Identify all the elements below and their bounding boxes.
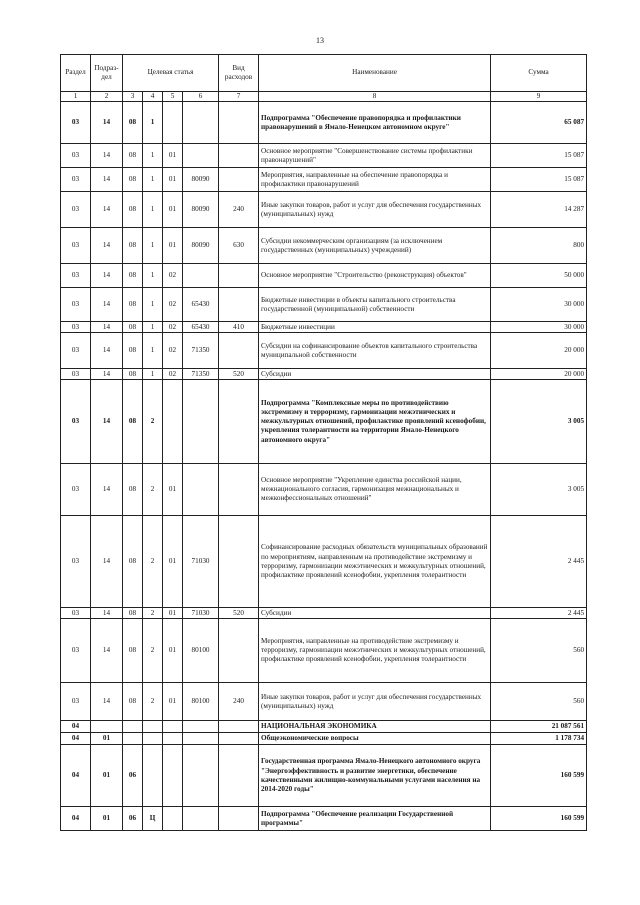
cell-event <box>163 380 183 464</box>
cell-sum: 15 087 <box>491 144 587 168</box>
cell-sum: 65 087 <box>491 102 587 144</box>
cell-razdel: 03 <box>61 369 91 380</box>
cell-sum: 21 087 561 <box>491 721 587 733</box>
cell-program: 08 <box>123 516 143 608</box>
cell-vid <box>219 380 259 464</box>
cell-direction: 80090 <box>183 228 219 264</box>
cell-vid: 240 <box>219 192 259 228</box>
cell-event <box>163 733 183 745</box>
table-body <box>61 102 587 831</box>
cell-vid <box>219 288 259 322</box>
cell-sum: 2 445 <box>491 608 587 619</box>
cell-program: 08 <box>123 619 143 683</box>
cell-name: Мероприятия, направленные на обеспечение правопорядка и профилактики правонарушений <box>259 168 491 192</box>
cell-name: Государственная программа Ямало-Ненецкого автономного округа "Энергоэффективность и развитие энергетики, обеспечение качественными жилищно-коммунальными услугами населения на 2014-2020 годы" <box>259 745 491 807</box>
cell-razdel: 03 <box>61 683 91 721</box>
cell-event: 01 <box>163 683 183 721</box>
cell-name: Мероприятия, направленные на противодействие экстремизму и терроризму, гармонизации межэтнических и межкультурных отношений, профилактике проявлений ксенофобии, укрепления толерантности <box>259 619 491 683</box>
cell-podrazdel: 14 <box>91 369 123 380</box>
col-index: 4 <box>143 92 163 102</box>
cell-event: 01 <box>163 516 183 608</box>
cell-direction: 71030 <box>183 516 219 608</box>
cell-podrazdel: 14 <box>91 264 123 288</box>
cell-program: 08 <box>123 608 143 619</box>
cell-subprogram: 2 <box>143 619 163 683</box>
cell-event <box>163 807 183 831</box>
cell-program: 08 <box>123 333 143 369</box>
cell-razdel: 03 <box>61 516 91 608</box>
cell-sum: 800 <box>491 228 587 264</box>
cell-sum: 560 <box>491 683 587 721</box>
cell-podrazdel <box>91 721 123 733</box>
cell-event <box>163 745 183 807</box>
cell-subprogram: 1 <box>143 192 163 228</box>
cell-event <box>163 721 183 733</box>
cell-subprogram: 1 <box>143 144 163 168</box>
cell-razdel: 03 <box>61 608 91 619</box>
cell-razdel: 03 <box>61 619 91 683</box>
cell-podrazdel: 14 <box>91 228 123 264</box>
table-row <box>61 619 587 683</box>
cell-name: НАЦИОНАЛЬНАЯ ЭКОНОМИКА <box>259 721 491 733</box>
cell-subprogram: 1 <box>143 228 163 264</box>
cell-name: Основное мероприятие "Совершенствование системы профилактики правонарушений" <box>259 144 491 168</box>
cell-vid <box>219 516 259 608</box>
cell-program: 08 <box>123 683 143 721</box>
cell-name: Подпрограмма "Комплексные меры по противодействию экстремизму и терроризму, гармонизации межэтнических и межкультурных отношений, профилактике проявлений ксенофобии, укрепления толерантности на территории Ямало-Ненецкого автономного округа" <box>259 380 491 464</box>
table-row <box>61 322 587 333</box>
cell-program: 08 <box>123 380 143 464</box>
budget-table <box>60 54 587 831</box>
cell-name: Основное мероприятие "Строительство (реконструкция) объектов" <box>259 264 491 288</box>
cell-name: Иные закупки товаров, работ и услуг для обеспечения государственных (муниципальных) нужд <box>259 192 491 228</box>
cell-event: 02 <box>163 322 183 333</box>
cell-direction <box>183 721 219 733</box>
cell-vid: 520 <box>219 608 259 619</box>
cell-vid: 410 <box>219 322 259 333</box>
cell-razdel: 04 <box>61 745 91 807</box>
cell-vid <box>219 144 259 168</box>
cell-name: Субсидии на софинансирование объектов капитального строительства муниципальной собственности <box>259 333 491 369</box>
table-row <box>61 144 587 168</box>
cell-sum: 160 599 <box>491 745 587 807</box>
col-index: 6 <box>183 92 219 102</box>
cell-event: 02 <box>163 264 183 288</box>
col-index: 8 <box>259 92 491 102</box>
cell-podrazdel: 14 <box>91 608 123 619</box>
table-row <box>61 733 587 745</box>
cell-podrazdel: 14 <box>91 619 123 683</box>
cell-subprogram: 1 <box>143 264 163 288</box>
cell-vid <box>219 721 259 733</box>
cell-name: Бюджетные инвестиции в объекты капитального строительства государственной (муниципальной) собственности <box>259 288 491 322</box>
cell-podrazdel: 14 <box>91 168 123 192</box>
cell-program: 08 <box>123 322 143 333</box>
cell-program: 08 <box>123 228 143 264</box>
cell-name: Подпрограмма "Обеспечение реализации Государственной программы" <box>259 807 491 831</box>
table-row <box>61 464 587 516</box>
cell-direction: 80090 <box>183 168 219 192</box>
cell-razdel: 04 <box>61 733 91 745</box>
cell-razdel: 03 <box>61 464 91 516</box>
cell-name: Субсидии <box>259 369 491 380</box>
cell-program: 08 <box>123 192 143 228</box>
table-row <box>61 608 587 619</box>
cell-sum: 2 445 <box>491 516 587 608</box>
cell-subprogram: 1 <box>143 333 163 369</box>
cell-podrazdel: 01 <box>91 733 123 745</box>
cell-event: 01 <box>163 228 183 264</box>
cell-subprogram: 2 <box>143 464 163 516</box>
cell-direction: 71030 <box>183 608 219 619</box>
cell-razdel: 03 <box>61 380 91 464</box>
table-row <box>61 369 587 380</box>
cell-direction: 71350 <box>183 369 219 380</box>
table-row <box>61 333 587 369</box>
cell-event: 02 <box>163 333 183 369</box>
cell-direction <box>183 733 219 745</box>
col-index: 1 <box>61 92 91 102</box>
table-row <box>61 683 587 721</box>
cell-subprogram: 1 <box>143 322 163 333</box>
cell-event: 01 <box>163 608 183 619</box>
cell-subprogram: 2 <box>143 516 163 608</box>
cell-subprogram: 1 <box>143 288 163 322</box>
cell-podrazdel: 01 <box>91 807 123 831</box>
cell-name: Основное мероприятие "Укрепление единства российской нации, межнационального согласия, гармонизация межнациональных и межконфессиональных отношений" <box>259 464 491 516</box>
table-row <box>61 516 587 608</box>
cell-sum: 560 <box>491 619 587 683</box>
cell-sum: 1 178 734 <box>491 733 587 745</box>
cell-sum: 50 000 <box>491 264 587 288</box>
cell-vid <box>219 102 259 144</box>
cell-program <box>123 733 143 745</box>
table-row <box>61 807 587 831</box>
cell-subprogram <box>143 733 163 745</box>
cell-subprogram: 1 <box>143 102 163 144</box>
header-naimenovanie: Наименование <box>259 55 491 92</box>
cell-sum: 20 000 <box>491 333 587 369</box>
table-row <box>61 745 587 807</box>
cell-direction <box>183 745 219 807</box>
cell-program: 08 <box>123 264 143 288</box>
header-podrazdel: Подраз-дел <box>91 55 123 92</box>
header-razdel: Раздел <box>61 55 91 92</box>
header-vid-rashodov: Вид расходов <box>219 55 259 92</box>
cell-program: 08 <box>123 288 143 322</box>
cell-name: Иные закупки товаров, работ и услуг для обеспечения государственных (муниципальных) нужд <box>259 683 491 721</box>
cell-direction <box>183 807 219 831</box>
cell-subprogram: 1 <box>143 168 163 192</box>
cell-event: 01 <box>163 464 183 516</box>
cell-vid <box>219 733 259 745</box>
cell-program: 08 <box>123 102 143 144</box>
cell-podrazdel: 14 <box>91 380 123 464</box>
table-row <box>61 102 587 144</box>
cell-program: 06 <box>123 745 143 807</box>
cell-razdel: 03 <box>61 102 91 144</box>
table-row <box>61 192 587 228</box>
cell-name: Общеэкономические вопросы <box>259 733 491 745</box>
cell-subprogram: 1 <box>143 369 163 380</box>
table-row <box>61 721 587 733</box>
cell-subprogram <box>143 721 163 733</box>
cell-event: 01 <box>163 144 183 168</box>
cell-direction: 80090 <box>183 192 219 228</box>
cell-name: Бюджетные инвестиции <box>259 322 491 333</box>
cell-sum: 30 000 <box>491 322 587 333</box>
cell-program: 06 <box>123 807 143 831</box>
cell-direction <box>183 464 219 516</box>
cell-vid <box>219 464 259 516</box>
cell-program <box>123 721 143 733</box>
cell-direction: 65430 <box>183 288 219 322</box>
cell-sum: 14 287 <box>491 192 587 228</box>
cell-subprogram: 2 <box>143 683 163 721</box>
cell-podrazdel: 14 <box>91 464 123 516</box>
cell-podrazdel: 14 <box>91 144 123 168</box>
cell-sum: 20 000 <box>491 369 587 380</box>
cell-subprogram: 2 <box>143 608 163 619</box>
cell-podrazdel: 14 <box>91 322 123 333</box>
cell-podrazdel: 14 <box>91 102 123 144</box>
cell-vid <box>219 333 259 369</box>
cell-podrazdel: 14 <box>91 683 123 721</box>
cell-direction <box>183 102 219 144</box>
cell-razdel: 03 <box>61 144 91 168</box>
col-index: 7 <box>219 92 259 102</box>
cell-subprogram: Ц <box>143 807 163 831</box>
cell-direction: 71350 <box>183 333 219 369</box>
cell-sum: 3 005 <box>491 380 587 464</box>
cell-direction <box>183 264 219 288</box>
col-index: 9 <box>491 92 587 102</box>
cell-vid: 240 <box>219 683 259 721</box>
cell-podrazdel: 14 <box>91 288 123 322</box>
cell-direction <box>183 144 219 168</box>
cell-event: 01 <box>163 192 183 228</box>
column-index-row <box>61 92 587 102</box>
cell-program: 08 <box>123 168 143 192</box>
cell-sum: 30 000 <box>491 288 587 322</box>
table-row <box>61 228 587 264</box>
header-summa: Сумма <box>491 55 587 92</box>
cell-subprogram: 2 <box>143 380 163 464</box>
cell-name: Субсидии некоммерческим организациям (за исключением государственных (муниципальных) учреждений) <box>259 228 491 264</box>
cell-razdel: 04 <box>61 807 91 831</box>
cell-event: 01 <box>163 619 183 683</box>
cell-vid <box>219 807 259 831</box>
cell-subprogram <box>143 745 163 807</box>
col-index: 2 <box>91 92 123 102</box>
cell-direction: 65430 <box>183 322 219 333</box>
col-index: 3 <box>123 92 143 102</box>
cell-razdel: 03 <box>61 264 91 288</box>
cell-vid <box>219 168 259 192</box>
cell-program: 08 <box>123 464 143 516</box>
cell-razdel: 04 <box>61 721 91 733</box>
cell-razdel: 03 <box>61 322 91 333</box>
cell-razdel: 03 <box>61 333 91 369</box>
cell-name: Субсидии <box>259 608 491 619</box>
cell-direction: 80100 <box>183 683 219 721</box>
cell-podrazdel: 14 <box>91 192 123 228</box>
page-number: 13 <box>316 36 324 45</box>
table-row <box>61 168 587 192</box>
cell-event: 02 <box>163 288 183 322</box>
cell-name: Подпрограмма "Обеспечение правопорядка и профилактики правонарушений в Ямало-Ненецком автономном округе" <box>259 102 491 144</box>
cell-sum: 3 005 <box>491 464 587 516</box>
cell-program: 08 <box>123 369 143 380</box>
cell-vid <box>219 745 259 807</box>
cell-razdel: 03 <box>61 288 91 322</box>
cell-event <box>163 102 183 144</box>
cell-vid <box>219 264 259 288</box>
table-row <box>61 288 587 322</box>
header-celevaya-statya: Целевая статья <box>123 55 219 92</box>
col-index: 5 <box>163 92 183 102</box>
cell-razdel: 03 <box>61 228 91 264</box>
cell-vid: 520 <box>219 369 259 380</box>
cell-razdel: 03 <box>61 192 91 228</box>
cell-razdel: 03 <box>61 168 91 192</box>
cell-event: 01 <box>163 168 183 192</box>
cell-vid <box>219 619 259 683</box>
cell-vid: 630 <box>219 228 259 264</box>
cell-direction: 80100 <box>183 619 219 683</box>
cell-sum: 15 087 <box>491 168 587 192</box>
cell-podrazdel: 14 <box>91 333 123 369</box>
cell-sum: 160 599 <box>491 807 587 831</box>
cell-podrazdel: 01 <box>91 745 123 807</box>
cell-podrazdel: 14 <box>91 516 123 608</box>
table-row <box>61 380 587 464</box>
cell-direction <box>183 380 219 464</box>
cell-name: Софинансирование расходных обязательств муниципальных образований по мероприятиям, направленным на противодействие экстремизму и терроризму, гармонизации межэтнических и межкультурных отношений, профилактике проявлений ксенофобии, укрепления толерантности <box>259 516 491 608</box>
cell-program: 08 <box>123 144 143 168</box>
header-row <box>61 55 587 92</box>
cell-event: 02 <box>163 369 183 380</box>
table-row <box>61 264 587 288</box>
